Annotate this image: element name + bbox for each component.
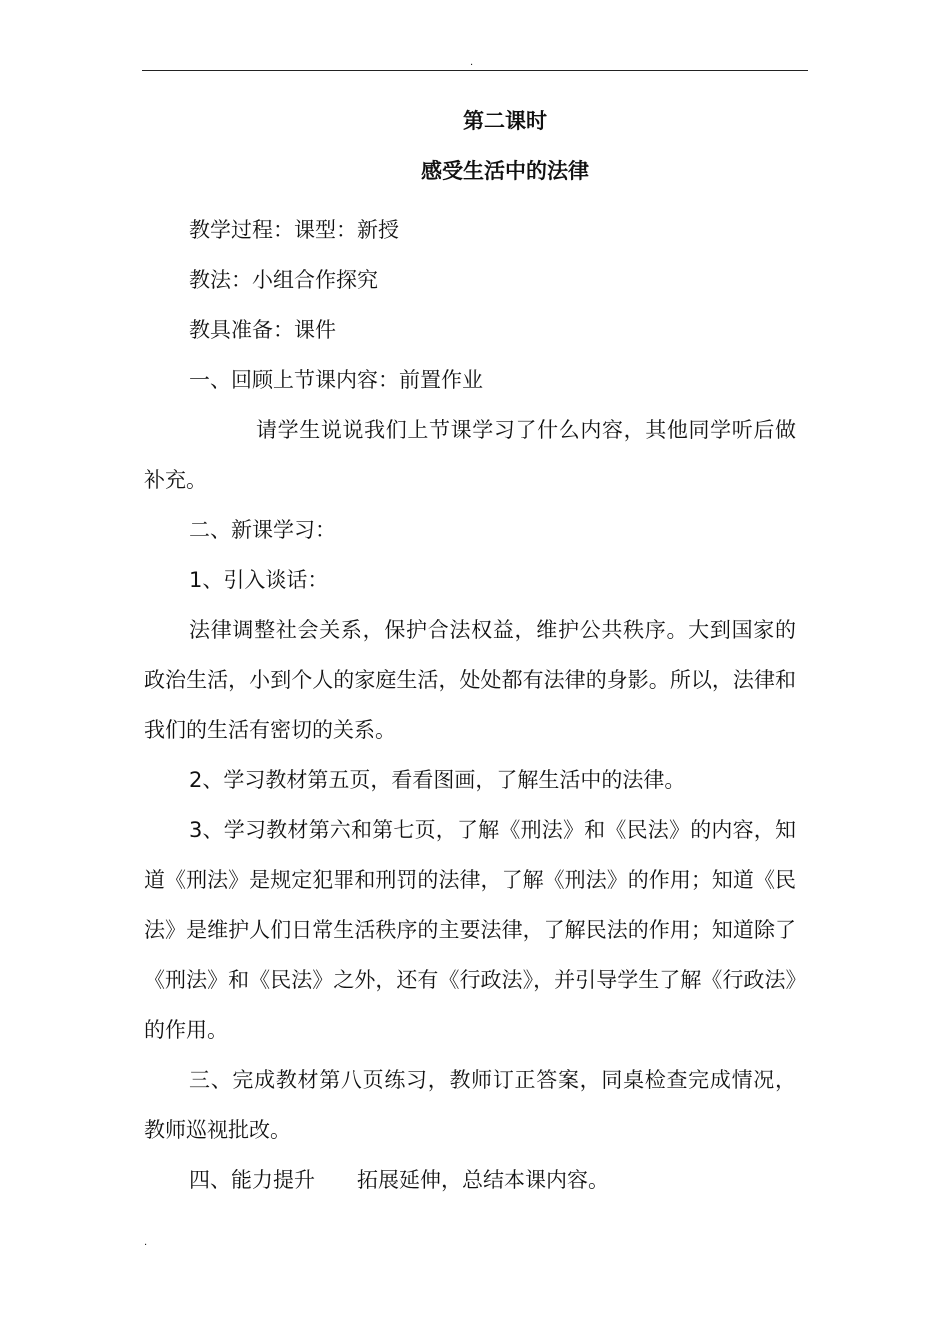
paragraph-section-1: 一、回顾上节课内容：前置作业 — [189, 368, 483, 392]
paragraph-review: 请学生说说我们上节课学习了什么内容，其他同学听后做补充。 — [144, 418, 796, 492]
footer-mark: . — [144, 1237, 148, 1248]
paragraph-item-2: 2、学习教材第五页，看看图画，了解生活中的法律。 — [189, 768, 686, 792]
paragraph-item-1: 1、引入谈话： — [189, 568, 329, 592]
document-body — [144, 205, 796, 1205]
paragraph-section-2: 二、新课学习： — [189, 518, 336, 542]
paragraph-teaching-method: 教法：小组合作探究 — [189, 268, 378, 292]
paragraph-law-intro: 法律调整社会关系，保护合法权益，维护公共秩序。大到国家的政治生活，小到个人的家庭生活，处处都有法律的身影。所以，法律和我们的生活有密切的关系。 — [144, 618, 796, 742]
paragraph-item-3: 3、学习教材第六和第七页，了解《刑法》和《民法》的内容，知道《刑法》是规定犯罪和刑罚的法律，了解《刑法》的作用；知道《民法》是维护人们日常生活秩序的主要法律，了解民法的作用；知道除了《刑法》和《民法》之外，还有《行政法》，并引导学生了解《行政法》的作用。 — [144, 818, 796, 1042]
paragraph-teaching-process: 教学过程：课型：新授 — [189, 218, 399, 242]
header-rule — [142, 70, 808, 71]
topic-title: 感受生活中的法律 — [421, 159, 589, 183]
paragraph-section-4: 四、能力提升 拓展延伸，总结本课内容。 — [189, 1168, 609, 1192]
header-mark: . — [470, 57, 474, 68]
paragraph-teaching-aids: 教具准备：课件 — [189, 318, 336, 342]
lesson-title: 第二课时 — [463, 109, 547, 133]
paragraph-section-3: 三、完成教材第八页练习，教师订正答案，同桌检查完成情况，教师巡视批改。 — [144, 1068, 796, 1142]
